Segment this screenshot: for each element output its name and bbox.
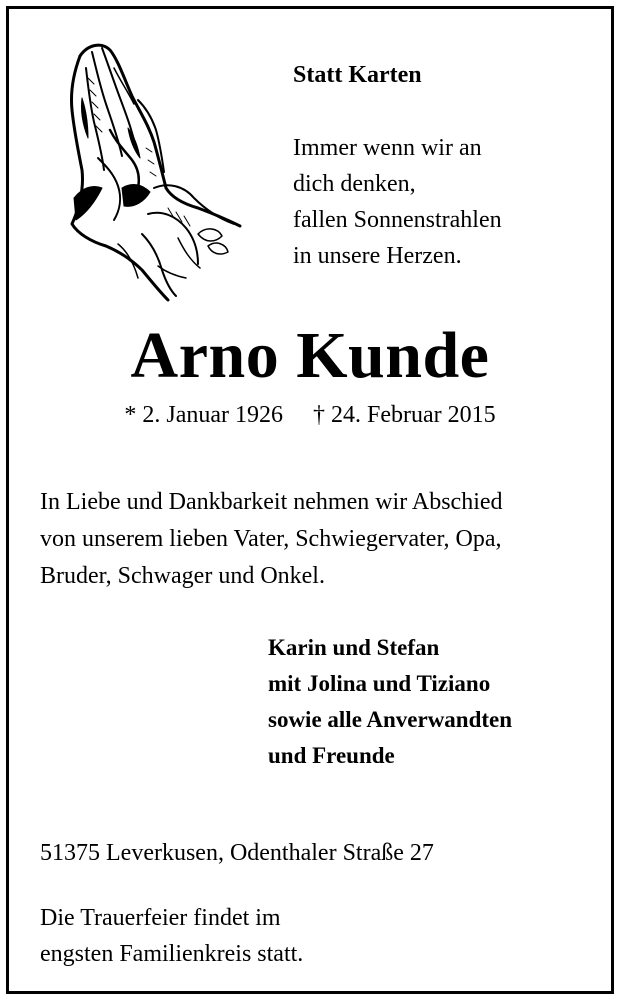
poem-line: dich denken, [293,171,416,197]
poem-line: in unsere Herzen. [293,243,462,269]
praying-hands-icon [58,38,248,303]
funeral-line: engsten Familienkreis statt. [40,941,304,967]
funeral-line: Die Trauerfeier findet im [40,905,281,931]
mourners-list [268,630,512,774]
life-dates [0,402,620,429]
farewell-line: von unserem lieben Vater, Schwiegervater, Opa, [40,526,502,552]
birth-date: * 2. Januar 1926 [124,402,283,428]
mourners-line: mit Jolina und Tiziano [268,671,491,696]
mourners-line: sowie alle Anverwandten [268,707,513,732]
poem-line: fallen Sonnenstrahlen [293,207,502,233]
mourners-line: und Freunde [268,743,395,768]
mourners-line: Karin und Stefan [268,635,440,660]
poem-line: Immer wenn wir an [293,135,482,161]
poem [293,130,502,274]
farewell-line: Bruder, Schwager und Onkel. [40,563,325,589]
deceased-name: Arno Kunde [130,319,490,392]
death-date: † 24. Februar 2015 [313,402,496,428]
statt-karten-heading: Statt Karten [293,62,422,88]
farewell-text [40,484,503,595]
address: 51375 Leverkusen, Odenthaler Straße 27 [40,840,434,866]
funeral-note [40,900,303,972]
farewell-line: In Liebe und Dankbarkeit nehmen wir Abschied [40,489,503,515]
